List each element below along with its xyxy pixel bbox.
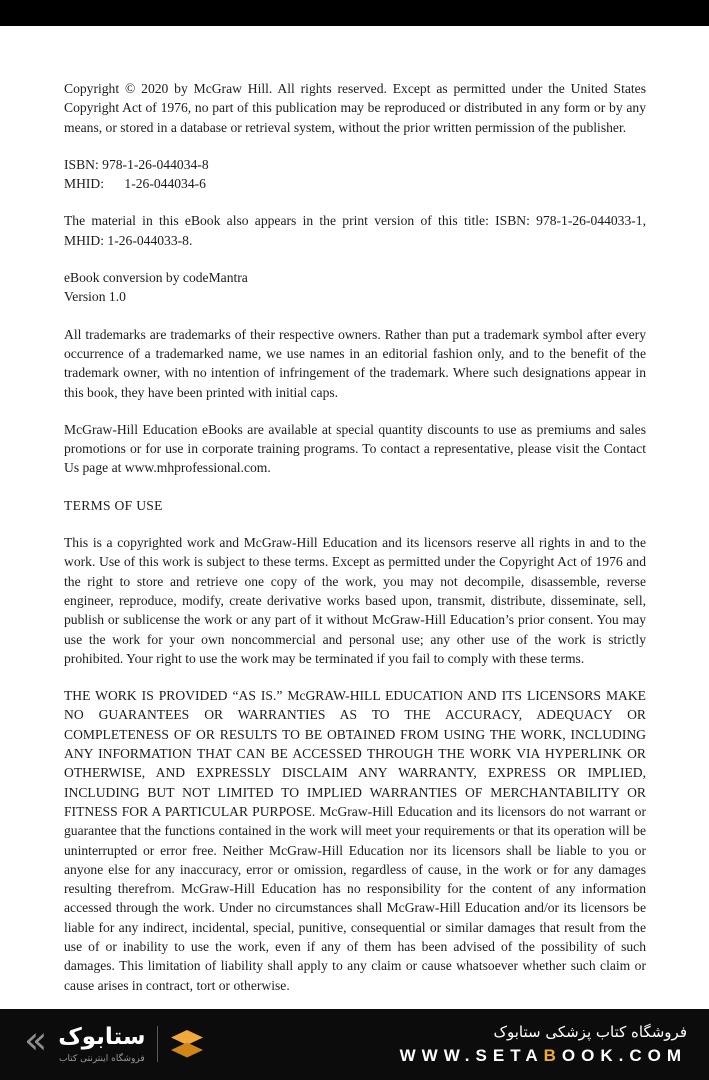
discounts-paragraph: McGraw-Hill Education eBooks are available at special quantity discounts to use as premiums and sales promotions or for use in corporate training programs. To contact a representative, please visit the Contact Us page at www.mhprofessional.com. [64,421,646,476]
setabook-logo [24,1018,205,1064]
print-version-paragraph: The material in this eBook also appears in the print version of this title: ISBN: 978-1-26-044033-1, MHID: 1-26-044033-8. [64,213,646,248]
logo-subtitle: فروشگاه اینترنتی کتاب [59,1053,145,1064]
version-line: Version 1.0 [64,289,126,305]
ebook-conversion-line: eBook conversion by codeMantra [64,270,248,286]
logo-divider [157,1026,158,1062]
website-url-prefix: WWW.SETA [399,1046,544,1065]
warranty-paragraph: THE WORK IS PROVIDED “AS IS.” McGRAW-HILL EDUCATION AND ITS LICENSORS MAKE NO GUARANTEES OR WARRANTIES AS TO THE ACCURACY, ADEQUACY OR COMPLETENESS OF OR RESULTS TO BE OBTAINED FROM USING THE WORK, INCLUDING ANY INFORMATION THAT CAN BE ACCESSED THROUGH THE WORK VIA HYPERLINK OR OTHERWISE, AND EXPRESSLY DISCLAIM ANY WARRANTY, EXPRESS OR IMPLIED, INCLUDING BUT NOT LIMITED TO IMPLIED WARRANTIES OF MERCHANTABILITY OR FITNESS FOR A PARTICULAR PURPOSE. McGraw-Hill Education and its licensors do not warrant or guarantee that the functions contained in the work will meet your requirements or that its operation will be uninterrupted or error free. Neither McGraw-Hill Education nor its licensors shall be liable to you or anyone else for any inaccuracy, error or omission, regardless of cause, in the work or for any damages resulting therefrom. McGraw-Hill Education has no responsibility for the content of any information accessed through the work. Under no circumstances shall McGraw-Hill Education and/or its licensors be liable for any indirect, incidental, special, punitive, consequential or similar damages that result from the use of or inability to use the work, even if any of them has been advised of the possibility of such damages. This limitation of liability shall apply to any claim or cause whatsoever whether such claim or cause arises in contract, tort or otherwise. [64,688,646,993]
ebook-conversion-block [64,268,646,307]
logo-wordmark: ستابوک [58,1024,146,1051]
mhid-line: MHID: 1-26-044034-6 [64,176,206,192]
trademarks-paragraph: All trademarks are trademarks of their respective owners. Rather than put a trademark symbol after every occurrence of a trademarked name, we use names in an editorial fashion only, and to the benefit of the trademark owner, with no intention of infringement of the trademark. Where such designations appear in this book, they have been printed with initial caps. [64,326,646,400]
terms-of-use-heading: TERMS OF USE [64,497,163,513]
copyright-page-content [0,26,709,995]
footer-right [400,1023,687,1066]
double-chevron-left-icon: « [24,1018,48,1063]
isbn-block [64,155,646,194]
copyright-paragraph: Copyright © 2020 by McGraw Hill. All rights reserved. Except as permitted under the United States Copyright Act of 1976, no part of this publication may be reproduced or distributed in any form or by any means, or stored in a database or retrieval system, without the prior written permission of the publisher. [64,81,646,135]
isbn-line: ISBN: 978-1-26-044034-8 [64,156,209,172]
website-url-suffix: OOK.COM [561,1046,687,1065]
website-url-highlight: B [543,1046,562,1065]
footer [0,1009,709,1080]
terms-paragraph: This is a copyrighted work and McGraw-Hill Education and its licensors reserve all rights in and to the work. Use of this work is subject to these terms. Except as permitted under the Copyright Act of 1976 and the right to store and retrieve one copy of the work, you may not decompile, disassemble, reverse engineer, reproduce, modify, create derivative works based upon, transmit, distribute, disseminate, sell, publish or sublicense the work or any part of it without McGraw-Hill Education’s prior consent. You may use the work for your own noncommercial and personal use; any other use of the work is strictly prohibited. Your right to use the work may be terminated if you fail to comply with these terms. [64,535,646,666]
store-persian-title: فروشگاه کتاب پزشکی ستابوک [493,1023,687,1041]
setabook-emblem-icon [169,1029,205,1059]
logo-text-column [58,1025,145,1063]
website-url [400,1046,687,1066]
top-bar [0,0,709,26]
